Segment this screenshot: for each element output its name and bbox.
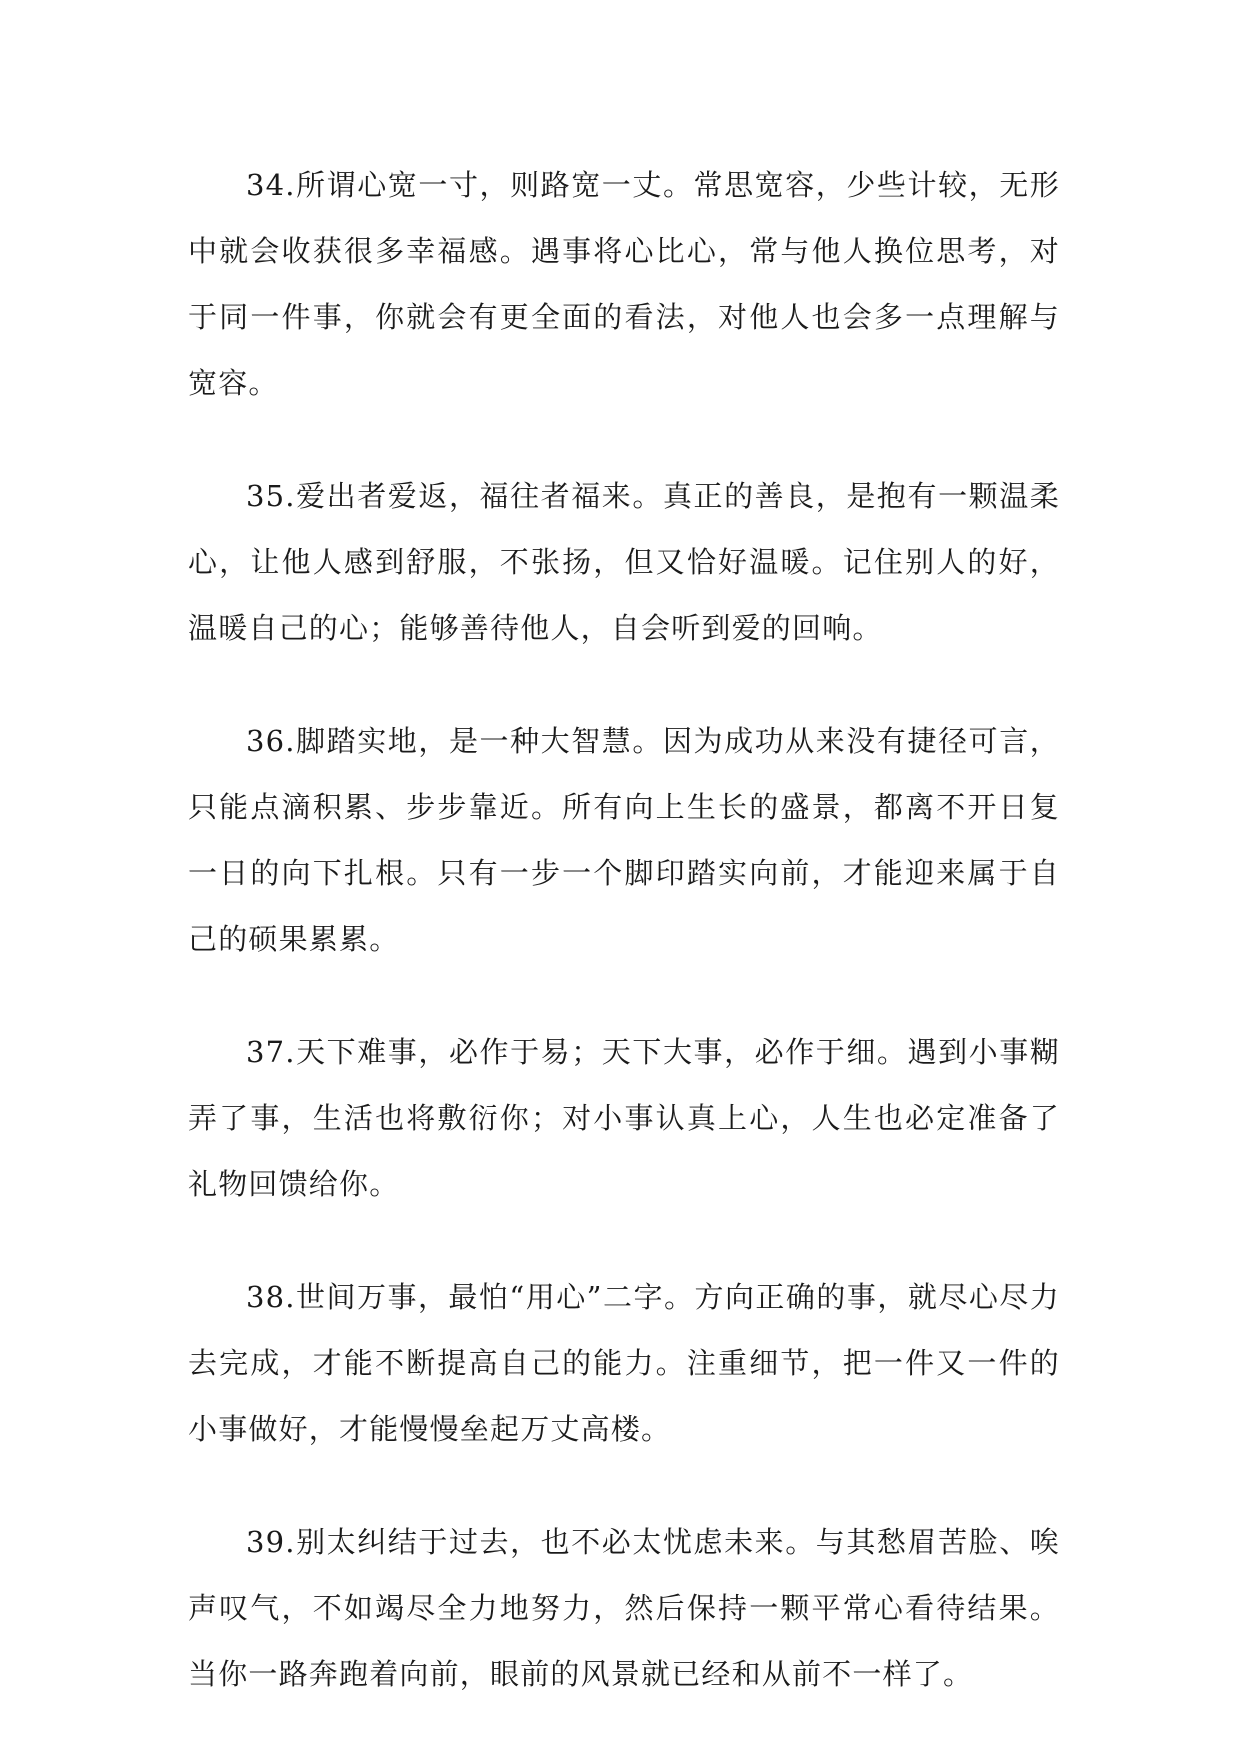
paragraph-35: 35.爱出者爱返，福往者福来。真正的善良，是抱有一颗温柔心，让他人感到舒服，不张扬，但又恰好温暖。记住别人的好，温暖自己的心；能够善待他人，自会听到爱的回响。	[188, 479, 1060, 645]
paragraph-38: 38.世间万事，最怕“用心”二字。方向正确的事，就尽心尽力去完成，才能不断提高自己的能力。注重细节，把一件又一件的小事做好，才能慢慢垒起万丈高楼。	[188, 1280, 1060, 1446]
paragraph-37: 37.天下难事，必作于易；天下大事，必作于细。遇到小事糊弄了事，生活也将敷衍你；对小事认真上心，人生也必定准备了礼物回馈给你。	[188, 1035, 1060, 1201]
paragraph-36: 36.脚踏实地，是一种大智慧。因为成功从来没有捷径可言，只能点滴积累、步步靠近。所有向上生长的盛景，都离不开日复一日的向下扎根。只有一步一个脚印踏实向前，才能迎来属于自己的硕果累累。	[188, 724, 1060, 956]
paragraph-34: 34.所谓心宽一寸，则路宽一丈。常思宽容，少些计较，无形中就会收获很多幸福感。遇事将心比心，常与他人换位思考，对于同一件事，你就会有更全面的看法，对他人也会多一点理解与宽容。	[188, 168, 1060, 400]
document-body	[188, 152, 1060, 1754]
paragraph-39: 39.别太纠结于过去，也不必太忧虑未来。与其愁眉苦脸、唉声叹气，不如竭尽全力地努力，然后保持一颗平常心看待结果。当你一路奔跑着向前，眼前的风景就已经和从前不一样了。	[188, 1525, 1060, 1691]
